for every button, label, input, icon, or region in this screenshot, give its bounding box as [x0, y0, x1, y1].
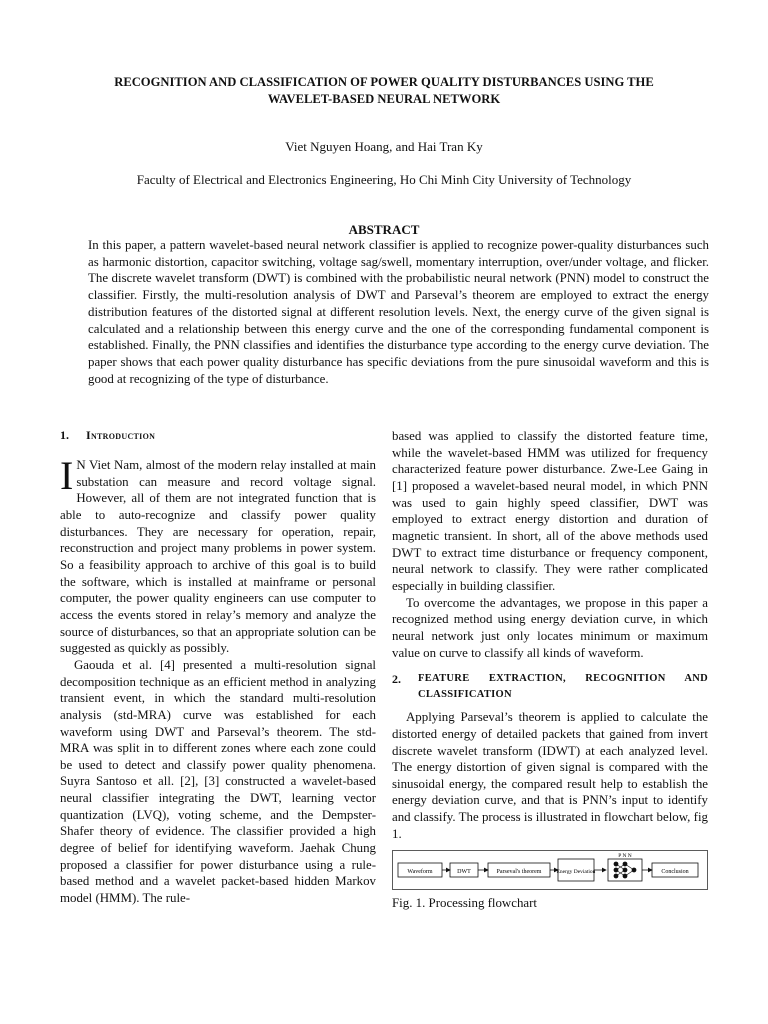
flow-label-parseval: Parseval's theorem: [496, 869, 542, 876]
section-1-title: Introduction: [86, 428, 156, 442]
title-line-1: RECOGNITION AND CLASSIFICATION OF POWER QUALITY DISTURBANCES USING THE: [114, 75, 654, 89]
section-1-number: 1.: [60, 428, 69, 442]
processing-flowchart: [392, 850, 708, 890]
flow-label-conclusion: Conclusion: [661, 869, 689, 876]
section-1-paragraph-2: Gaouda et al. [4] presented a multi-resolution signal decomposition technique as an efficient method in analyzing transient event, in which the standard multi-resolution analysis (std-MRA) curve was established for each waveform using DWT and Parseval’s theorem. The std-MRA was split in to different zones where each zone could be used to detect and classify power quality phenomena. Suyra Santoso et all. [2], [3] constructed a wavelet-based neural classifier integrating the DWT, learning vector quantization (LVQ), voting scheme, and the Dempster-Shafer theory of evidence. The classifier provided a high degree of belief for identifying waveform. Jaehak Chung proposed a classifier for power disturbance using a rule-based method and a wavelet packet-based hidden Markov model (HMM). The rule-: [60, 657, 376, 906]
pnn-network-icon: [614, 862, 637, 879]
flow-label-dwt: DWT: [457, 869, 471, 876]
section-1-heading: [60, 428, 376, 443]
title-line-2: WAVELET-BASED NEURAL NETWORK: [267, 92, 501, 106]
flow-label-energy-deviation: Energy Deviation: [556, 869, 596, 876]
section-1-paragraph-3: based was applied to classify the distorted feature time, while the wavelet-based HMM was utilized for frequency characterized feature power disturbance. Zwe-Lee Gaing in [1] proposed a wavelet-based neural model, in which PNN was used to gain highly speed classifier, DWT was employed to extract energy distortion and duration of magnetic transient. In short, all of the above methods used DWT to extract time disturbance or frequency component, neural network to classify. They were rather complicated especially in building classifier.: [392, 429, 708, 593]
figure-caption: Fig. 1. Processing flowchart: [392, 896, 538, 911]
section-2-paragraph-1: Applying Parseval’s theorem is applied to calculate the distorted energy of detailed packets that gained from invert discrete wavelet transform (IDWT) at each analyzed level. The energy distortion of given signal is compared with the sinusoidal energy, the compared result help to establish the energy deviation curve, and that is PNN’s input to identify and classify. The process is illustrated in flowchart below, fig 1.: [392, 710, 708, 841]
section-2-heading: [392, 671, 708, 703]
section-1-paragraph-1-text: N Viet Nam, almost of the modern relay installed at main substation can measure and record voltage signal. However, all of them are not integrated function that is able to auto-recognize and classify power quality disturbances. They are necessary for operation, repair, reconstruction and project many problems in power system. So a feasibility approach to archive of this goal is to build the software, which is installed at mainframe or personal computer, the power quality engineers can use computer to access the events stored in relay’s memory and analyze the source of disturbances, so that an appropriate solution can be suggested as quickly as possibly.: [60, 458, 376, 656]
section-1-paragraph-4: To overcome the advantages, we propose in this paper a recognized method using energy deviation curve, in which neural network just only locates minimum or maximum value on curve to classify all kinds of waveform.: [392, 595, 708, 660]
abstract-heading: ABSTRACT: [348, 222, 420, 237]
abstract-text: In this paper, a pattern wavelet-based neural network classifier is applied to recognize power-quality disturbances such as harmonic distortion, capacitor switching, voltage sag/swell, momentary interruption, over/under voltage, and flicker. The discrete wavelet transform (DWT) is combined with the probabilistic neural network (PNN) model to construct the classifier. Firstly, the multi-resolution analysis of DWT and Parseval’s theorem are employed to extract the energy distribution features of the distorted signal at different resolution levels. Next, the energy curve of the given signal is calculated and a relationship between this energy curve and the one of the corresponding fundamental component is established. Finally, the PNN classifies and identifies the disturbance type according to the energy curve deviation. The paper shows that each power quality disturbance has specific deviations from the pure sinusoidal waveform and this is good at recognizing of the type of disturbance.: [88, 238, 709, 386]
section-2-title: FEATURE EXTRACTION, RECOGNITION AND CLASSIFICATION: [418, 673, 708, 701]
drop-cap: I: [60, 453, 74, 498]
right-column: [392, 428, 708, 911]
flow-label-waveform: Waveform: [407, 869, 433, 876]
authors: Viet Nguyen Hoang, and Hai Tran Ky: [285, 139, 483, 154]
section-1-paragraph-1: [60, 453, 376, 657]
section-2-number: 2.: [392, 672, 401, 687]
affiliation: Faculty of Electrical and Electronics Engineering, Ho Chi Minh City University of Technology: [136, 172, 632, 187]
paper-title: [60, 74, 708, 108]
flow-label-pnn: P N N: [618, 853, 632, 860]
left-column: [60, 428, 376, 907]
